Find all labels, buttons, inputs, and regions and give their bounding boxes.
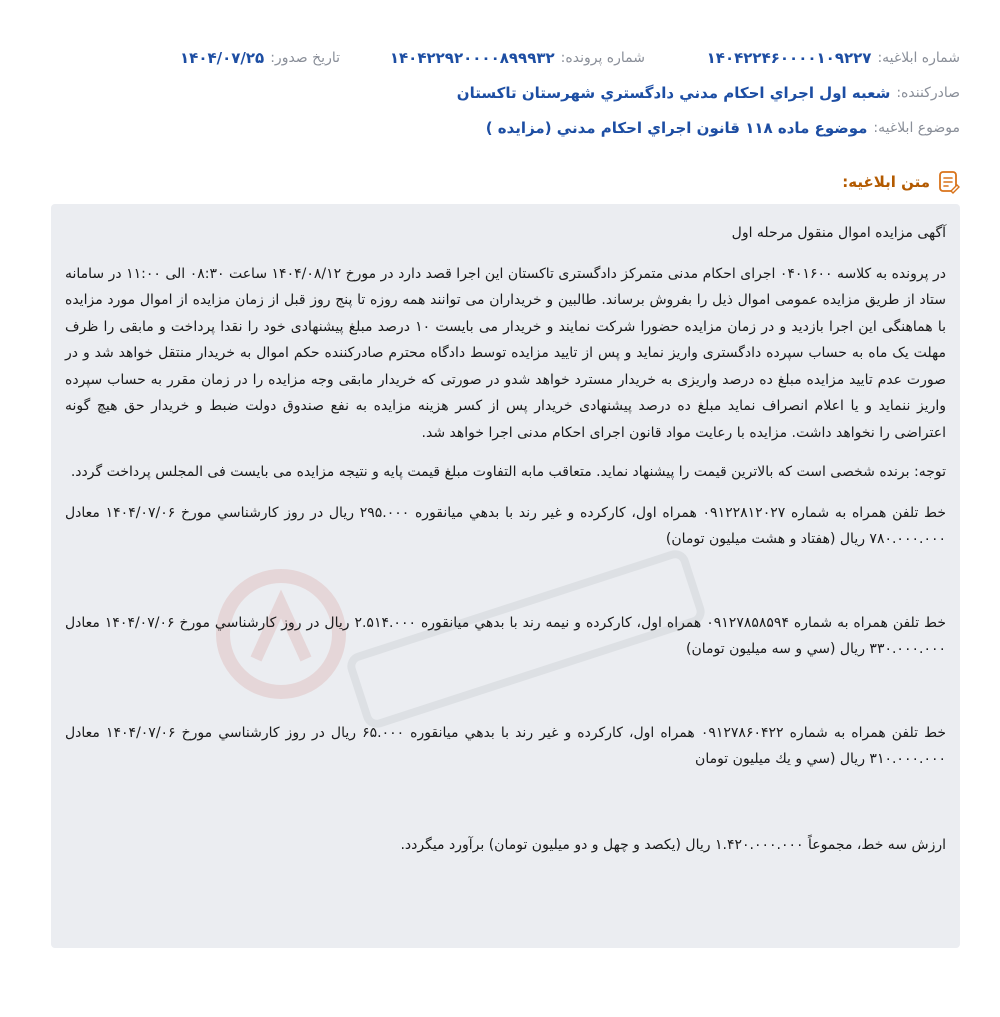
subject-label: موضوع ابلاغیه:	[873, 120, 960, 136]
issuer-value: شعبه اول اجراي احكام مدني دادگستري شهرستان تاكستان	[456, 84, 891, 102]
notice-meta-row	[40, 46, 960, 70]
notice-heading: آگهی مزایده اموال منقول مرحله اول	[731, 225, 946, 241]
notice-main-paragraph: در پرونده به کلاسه ۰۴۰۱۶۰۰ اجرای احکام مدنی متمرکز دادگستری تاکستان این اجرا قصد دارد در مورخ ۱۴۰۴/۰۸/۱۲ ساعت ۰۸:۳۰ الی ۱۱:۰۰ در سامانه ستاد از طریق مزایده عمومی اموال ذیل را بفروش برساند. طالبین و خریداران می توانند همه روزه تا پنج روز قبل از زمان مزایده از اموال مورد مزایده با هماهنگی این اجرا بازدید و در زمان مزایده حضورا شرکت نمایند و خریدار می بایست ۱۰ درصد مبلغ پیشنهادی خود را نقدا پرداخت و مابقی را ظرف مهلت یک ماه به حساب سپرده دادگستری واریز نماید و پس از تایید مزایده توسط دادگاه محترم صادرکننده حکم اموال به خریدار منتقل خواهد شد و در صورت عدم تایید مزایده مبلغ ده درصد واریزی به خریدار مسترد خواهد شدو در صورتی که خریدار مابقی وجه مزایده را در زمان مقرر به حساب سپرده واریز ننماید و یا اعلام انصراف نماید مبلغ ده درصد پیشنهادی خریدار پس از کسر هزینه مزایده به نفع صندوق دولت ضبط و خریدار حق هیچ گونه اعتراضی را نخواهد داشت. مزایده با رعایت مواد قانون اجرای احکام مدنی اجرا خواهد شد.	[65, 265, 947, 441]
issue-date-label: تاریخ صدور:	[270, 50, 340, 66]
case-number-label: شماره پرونده:	[560, 50, 645, 66]
notice-total: ارزش سه خط، مجموعاً ۱.۴۲۰.۰۰۰.۰۰۰ ريال (يكصد و چهل و دو ميليون تومان) برآورد ميگردد.	[400, 836, 946, 853]
auction-item: خط تلفن همراه به شماره ۰۹۱۲۷۸۶۰۴۲۲ همراه اول، كاركرده و غير رند با بدهي ميانقوره ۶۵.۰۰۰ ريال در روز كارشناسي مورخ ۱۴۰۴/۰۷/۰۶ معادل ۳۱۰.۰۰۰.۰۰۰ ريال (سي و يك ميليون تومان	[65, 724, 947, 767]
notice-body	[51, 204, 960, 948]
issuer-line	[40, 84, 960, 102]
notice-text-heading	[842, 170, 960, 194]
issue-date-value: ۱۴۰۴/۰۷/۲۵	[180, 49, 265, 67]
notice-note: توجه: برنده شخصی است که بالاترین قیمت را پیشنهاد نماید. متعاقب مابه التفاوت مبلغ قیمت پایه و نتیجه مزایده می بایست فی المجلس پرداخت گردد.	[70, 464, 946, 480]
issuer-label: صادرکننده:	[896, 85, 960, 101]
notice-text-title: متن ابلاغیه:	[842, 173, 930, 191]
subject-value: موضوع ماده ۱۱۸ قانون اجراي احكام مدني (مزايده )	[485, 119, 868, 137]
notice-number-value: ۱۴۰۴۲۲۴۶۰۰۰۰۱۰۹۲۲۷	[706, 49, 872, 67]
notice-number	[707, 49, 960, 67]
auction-item: خط تلفن همراه به شماره ۰۹۱۲۷۸۵۸۵۹۴ همراه اول، كاركرده و نيمه رند با بدهي ميانقوره ۲.۵۱۴.۰۰۰ ريال در روز كارشناسي مورخ ۱۴۰۴/۰۷/۰۶ معادل ۳۳۰.۰۰۰.۰۰۰ ريال (سي و سه ميليون تومان)	[65, 614, 946, 657]
document-text-icon	[938, 170, 960, 194]
case-number-value: ۱۴۰۴۲۲۹۲۰۰۰۰۸۹۹۹۳۲	[389, 49, 555, 67]
issue-date	[180, 49, 340, 67]
auction-item: خط تلفن همراه به شماره ۰۹۱۲۲۸۱۲۰۲۷ همراه اول، کارکرده و غير رند با بدهي ميانقوره ۲۹۵.۰۰۰ ريال در روز كارشناسي مورخ ۱۴۰۴/۰۷/۰۶ معادل ۷۸۰.۰۰۰.۰۰۰ ريال (هفتاد و هشت ميليون تومان)	[65, 504, 947, 547]
subject-line	[40, 119, 960, 137]
notice-number-label: شماره ابلاغیه:	[877, 50, 960, 66]
case-number	[390, 49, 645, 67]
